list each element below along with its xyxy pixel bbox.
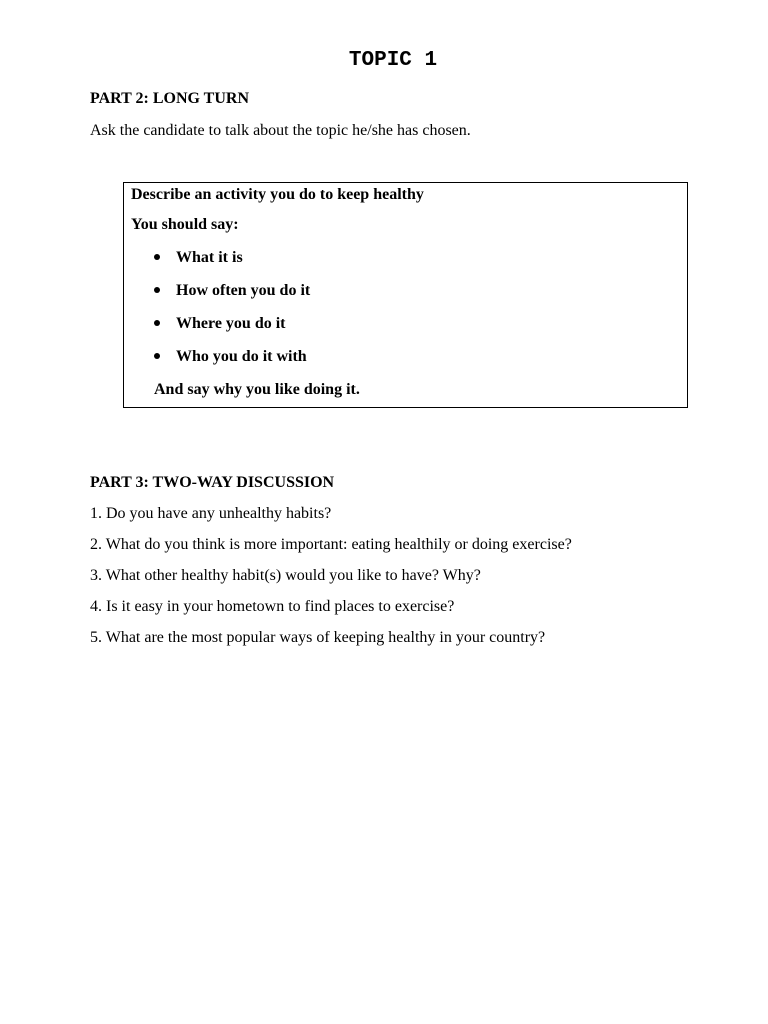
cue-card-bullet (154, 347, 307, 367)
cue-card-bullet-text: Who you do it with (176, 348, 307, 365)
bullet-icon (154, 254, 160, 260)
cue-card-intro: You should say: (131, 216, 239, 233)
cue-card (123, 182, 688, 408)
cue-card-bullet (154, 281, 310, 301)
cue-card-bullet-text: Where you do it (176, 315, 286, 332)
question-item: 5. What are the most popular ways of keeping healthy in your country? (90, 629, 546, 646)
page-title: TOPIC 1 (348, 49, 438, 72)
cue-card-prompt: Describe an activity you do to keep healthy (131, 186, 424, 203)
cue-card-bullet-text: What it is (176, 249, 243, 266)
part3-heading: PART 3: TWO-WAY DISCUSSION (90, 474, 335, 491)
cue-card-bullet-text: How often you do it (176, 282, 311, 299)
question-item: 2. What do you think is more important: eating healthily or doing exercise? (90, 536, 572, 553)
bullet-icon (154, 353, 160, 359)
cue-card-bullet (154, 248, 243, 268)
question-item: 3. What other healthy habit(s) would you like to have? Why? (90, 567, 481, 584)
cue-card-closing: And say why you like doing it. (154, 381, 360, 398)
bullet-icon (154, 287, 160, 293)
part2-instruction: Ask the candidate to talk about the topic he/she has chosen. (90, 122, 471, 139)
cue-card-bullet (154, 314, 285, 334)
discussion-questions (90, 504, 572, 659)
question-item: 4. Is it easy in your hometown to find places to exercise? (90, 598, 455, 615)
question-item: 1. Do you have any unhealthy habits? (90, 505, 332, 522)
bullet-icon (154, 320, 160, 326)
part2-heading: PART 2: LONG TURN (90, 90, 250, 107)
